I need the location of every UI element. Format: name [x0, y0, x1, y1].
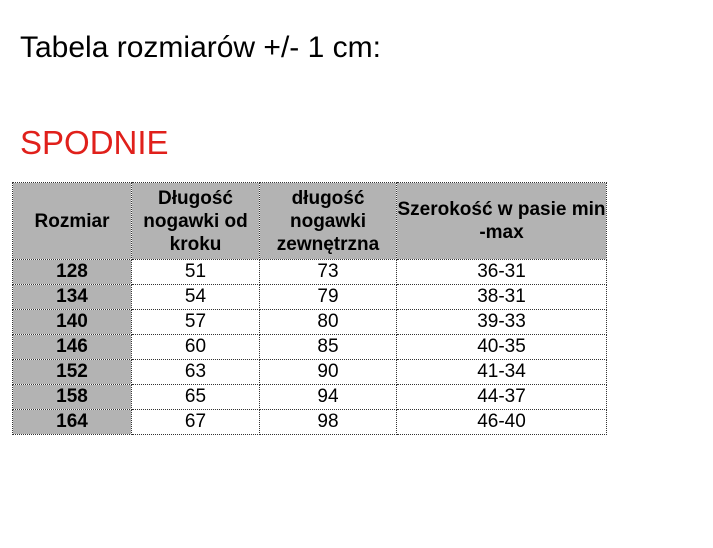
cell-inner-leg: 65: [132, 385, 260, 410]
cell-inner-leg: 60: [132, 335, 260, 360]
cell-waist: 38-31: [397, 285, 607, 310]
cell-inner-leg: 57: [132, 310, 260, 335]
header-waist-width: Szerokość w pasie min -max: [397, 183, 607, 260]
page-title: Tabela rozmiarów +/- 1 cm:: [20, 31, 381, 64]
cell-size: 128: [13, 260, 132, 285]
header-inner-leg-length: Długość nogawki od kroku: [132, 183, 260, 260]
cell-outer-leg: 90: [260, 360, 397, 385]
cell-outer-leg: 85: [260, 335, 397, 360]
cell-size: 164: [13, 410, 132, 435]
size-table: [12, 182, 607, 435]
table-row: [13, 285, 607, 310]
cell-outer-leg: 98: [260, 410, 397, 435]
cell-outer-leg: 94: [260, 385, 397, 410]
section-heading: SPODNIE: [20, 124, 169, 161]
cell-size: 158: [13, 385, 132, 410]
cell-waist: 46-40: [397, 410, 607, 435]
cell-waist: 39-33: [397, 310, 607, 335]
table-row: [13, 385, 607, 410]
cell-size: 146: [13, 335, 132, 360]
cell-waist: 44-37: [397, 385, 607, 410]
table-row: [13, 310, 607, 335]
table-header-row: [13, 183, 607, 260]
cell-outer-leg: 73: [260, 260, 397, 285]
cell-inner-leg: 51: [132, 260, 260, 285]
cell-waist: 36-31: [397, 260, 607, 285]
cell-waist: 40-35: [397, 335, 607, 360]
cell-size: 152: [13, 360, 132, 385]
cell-inner-leg: 63: [132, 360, 260, 385]
cell-inner-leg: 54: [132, 285, 260, 310]
cell-size: 140: [13, 310, 132, 335]
table-row: [13, 410, 607, 435]
table-row: [13, 260, 607, 285]
cell-waist: 41-34: [397, 360, 607, 385]
header-size: Rozmiar: [13, 183, 132, 260]
cell-size: 134: [13, 285, 132, 310]
header-outer-leg-length: długość nogawki zewnętrzna: [260, 183, 397, 260]
cell-inner-leg: 67: [132, 410, 260, 435]
cell-outer-leg: 79: [260, 285, 397, 310]
table-row: [13, 360, 607, 385]
table-row: [13, 335, 607, 360]
cell-outer-leg: 80: [260, 310, 397, 335]
